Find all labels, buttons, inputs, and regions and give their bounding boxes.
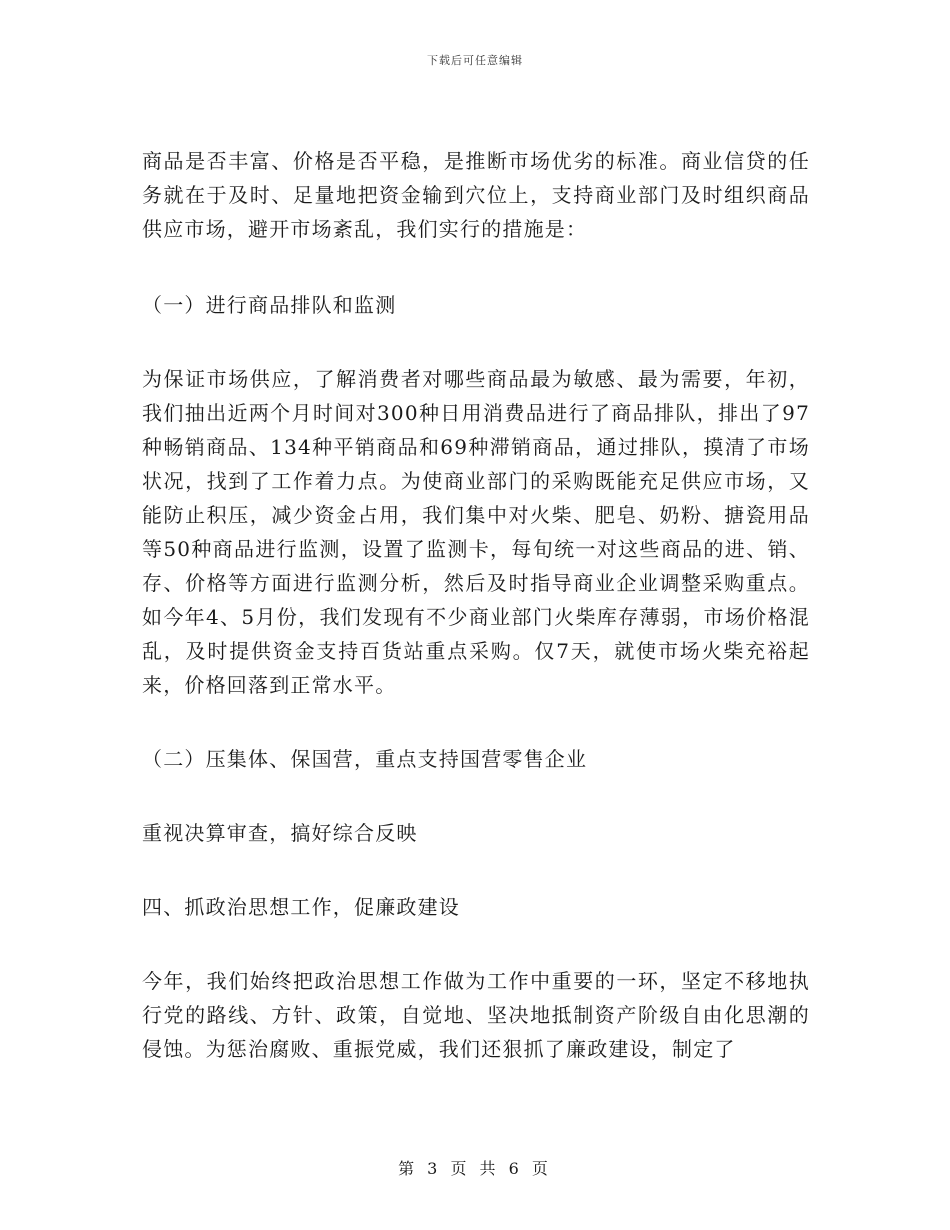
- section-heading-ranking-monitoring: （一）进行商品排队和监测: [142, 293, 397, 317]
- section-heading-political-work: 四、抓政治思想工作，促廉政建设: [142, 895, 460, 919]
- document-body: [142, 144, 810, 1100]
- paragraph-political-work: 今年，我们始终把政治思想工作做为工作中重要的一环，坚定不移地执行党的路线、方针、政策，自觉地、坚决地抵制资产阶级自由化思潮的侵蚀。为惩治腐败、重振党威，我们还狠抓了廉政建设，制定了: [142, 969, 810, 1061]
- section-heading-state-retail: （二）压集体、保国营，重点支持国营零售企业: [142, 747, 588, 771]
- section-heading-final-accounts: 重视决算审查，搞好综合反映: [142, 821, 418, 845]
- page-number: 第 3 页 共 6 页: [398, 1159, 552, 1178]
- header-note: 下载后可任意编辑: [427, 54, 523, 67]
- paragraph-ranking-monitoring: 为保证市场供应，了解消费者对哪些商品最为敏感、最为需要，年初，我们抽出近两个月时间对300种日用消费品进行了商品排队，排出了97种畅销商品、134种平销商品和69种滞销商品，通过排队，摸清了市场状况，找到了工作着力点。为使商业部门的采购既能充足供应市场，又能防止积压，减少资金占用，我们集中对火柴、肥皂、奶粉、搪瓷用品等50种商品进行监测，设置了监测卡，每旬统一对这些商品的进、销、存、价格等方面进行监测分析，然后及时指导商业企业调整采购重点。如今年4、5月份，我们发现有不少商业部门火柴库存薄弱，市场价格混乱，及时提供资金支持百货站重点采购。仅7天，就使市场火柴充裕起来，价格回落到正常水平。: [142, 367, 810, 697]
- paragraph-market-standard: 商品是否丰富、价格是否平稳，是推断市场优劣的标准。商业信贷的任务就在于及时、足量地把资金输到穴位上，支持商业部门及时组织商品供应市场，避开市场紊乱，我们实行的措施是：: [142, 149, 810, 241]
